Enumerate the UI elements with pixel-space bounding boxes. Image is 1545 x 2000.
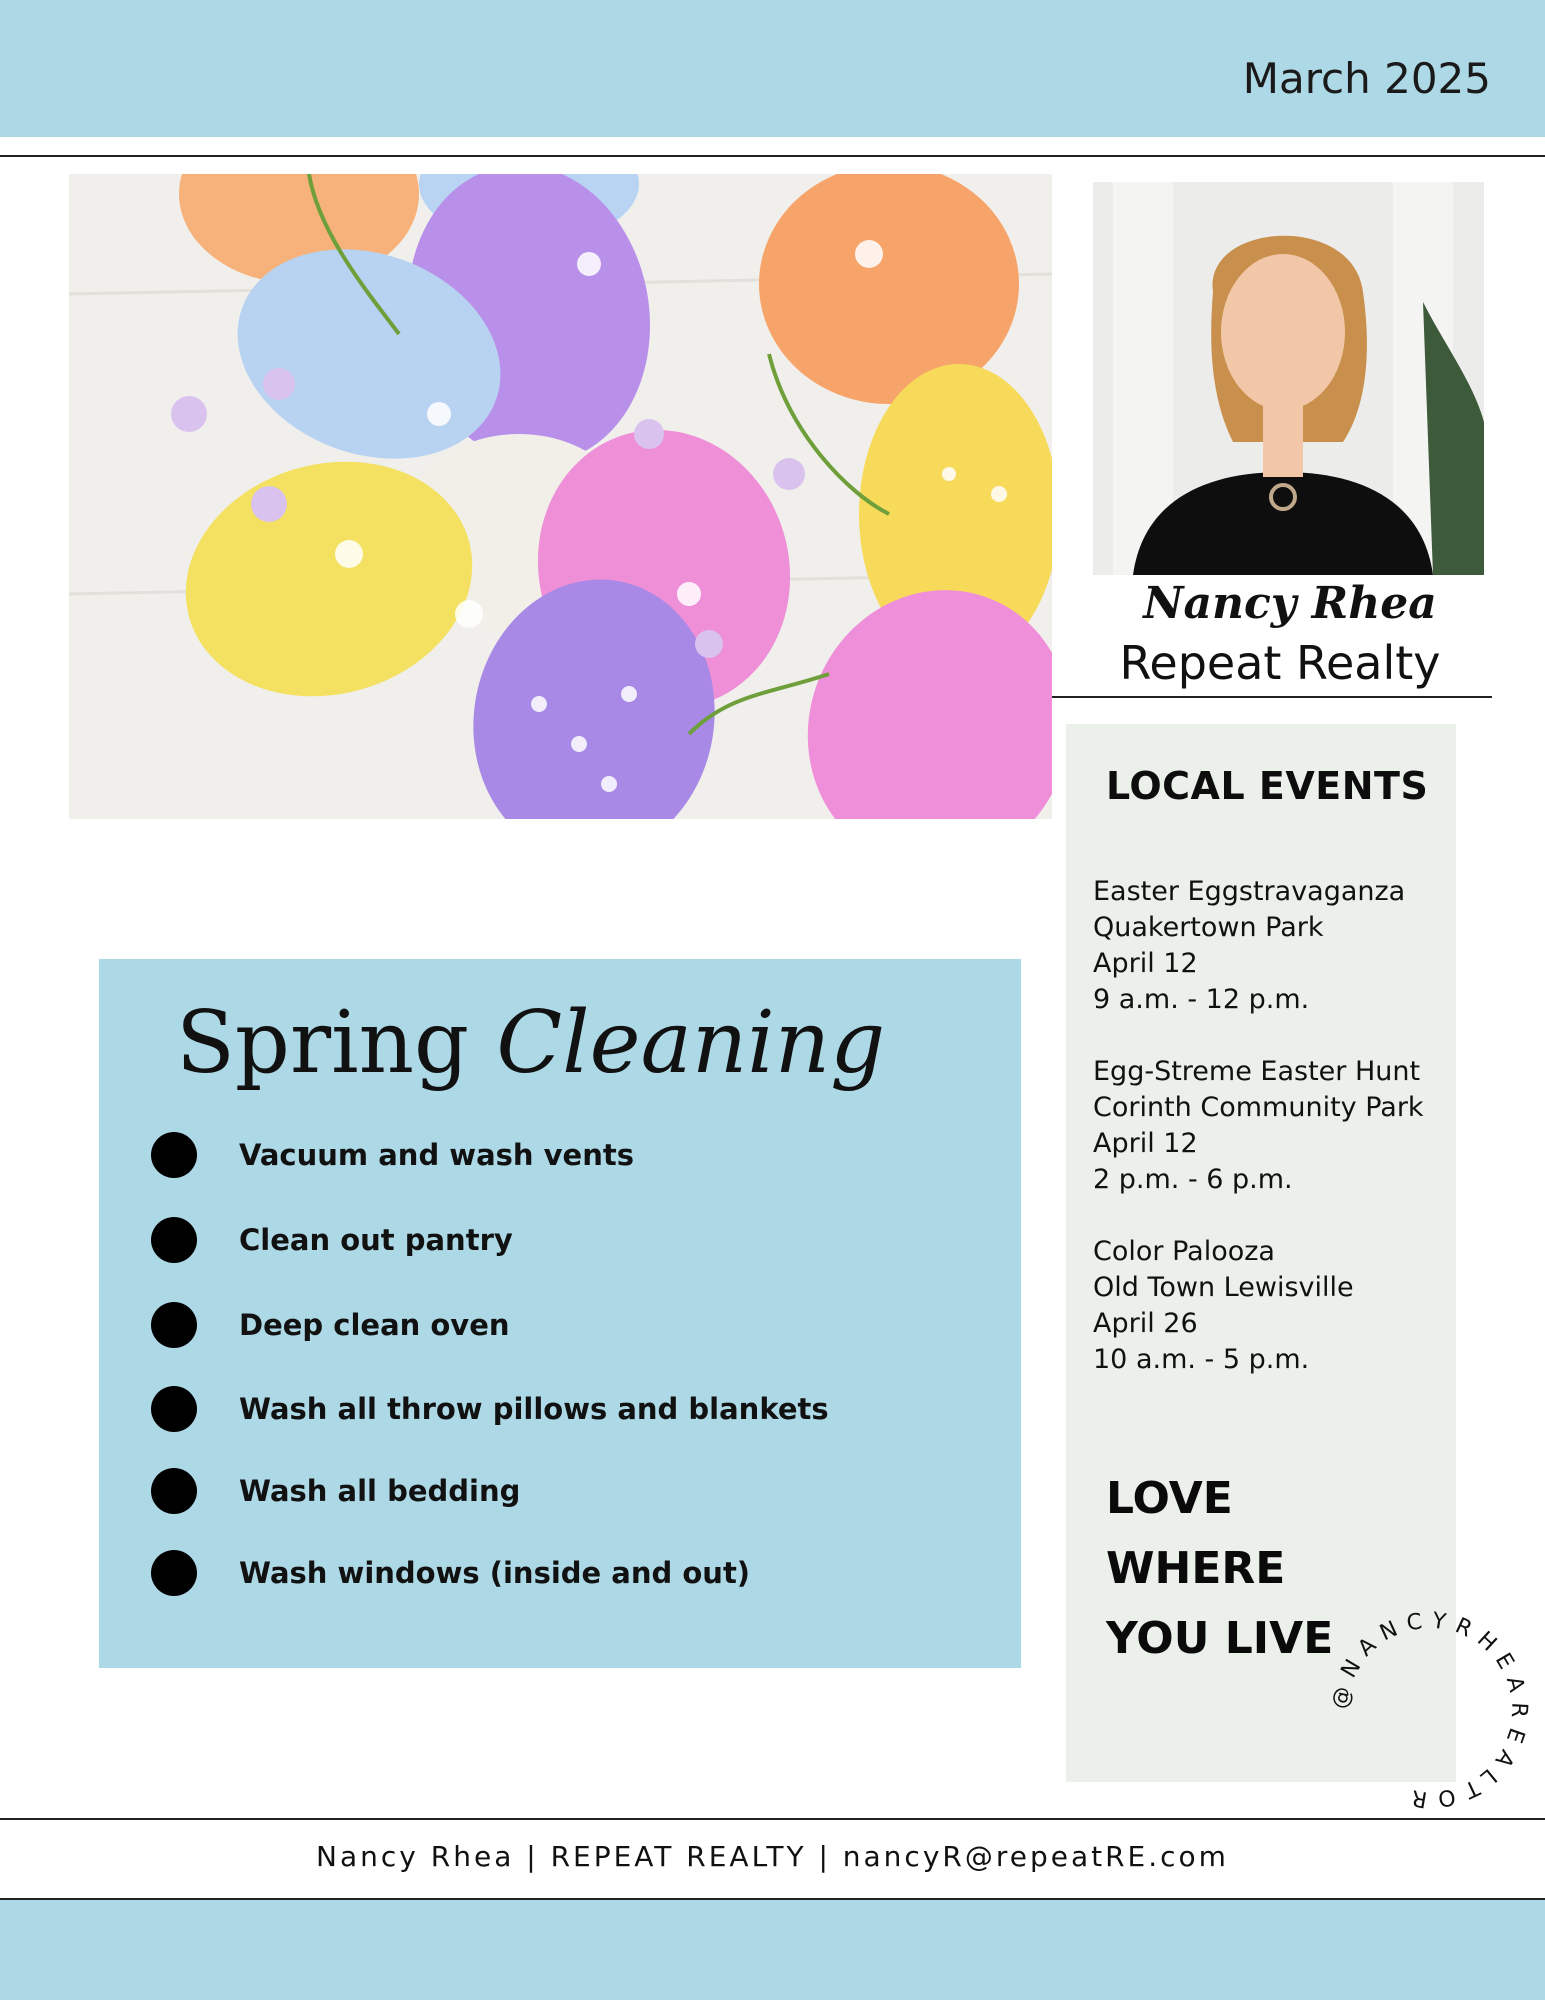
checklist-item xyxy=(151,1549,750,1597)
cleaning-title-word: Cleaning xyxy=(496,993,886,1093)
event-time: 2 p.m. - 6 p.m. xyxy=(1093,1164,1293,1195)
event-name: Easter Eggstravaganza xyxy=(1093,876,1406,907)
agent-portrait xyxy=(1093,182,1484,575)
bullet-icon xyxy=(151,1132,197,1178)
checklist-label: Clean out pantry xyxy=(239,1223,513,1257)
checklist-item xyxy=(151,1131,634,1179)
event-name: Color Palooza xyxy=(1093,1236,1275,1267)
slogan-line: YOU LIVE xyxy=(1106,1613,1334,1664)
event-location: Old Town Lewisville xyxy=(1093,1272,1354,1303)
cleaning-title xyxy=(176,993,885,1093)
checklist-label: Wash all throw pillows and blankets xyxy=(239,1392,829,1426)
event-date: April 12 xyxy=(1093,1128,1198,1159)
slogan-line: LOVE xyxy=(1106,1473,1233,1524)
issue-date: March 2025 xyxy=(1242,54,1491,103)
event-item xyxy=(1093,1054,1424,1198)
event-time: 9 a.m. - 12 p.m. xyxy=(1093,984,1310,1015)
cleaning-title-word: Spring xyxy=(176,993,470,1093)
event-time: 10 a.m. - 5 p.m. xyxy=(1093,1344,1310,1375)
footer-top-rule xyxy=(0,1818,1545,1820)
bullet-icon xyxy=(151,1386,197,1432)
event-location: Corinth Community Park xyxy=(1093,1092,1424,1123)
checklist-label: Deep clean oven xyxy=(239,1308,510,1342)
agent-signature: Nancy Rhea xyxy=(1143,578,1437,629)
bottom-band xyxy=(0,1900,1545,2000)
event-name: Egg-Streme Easter Hunt xyxy=(1093,1056,1421,1087)
event-item xyxy=(1093,1234,1354,1378)
social-handle-circle-logo xyxy=(1320,1600,1540,1820)
events-title: LOCAL EVENTS xyxy=(1106,764,1429,808)
event-location: Quakertown Park xyxy=(1093,912,1324,943)
footer-contact: Nancy Rhea | REPEAT REALTY | nancyR@repeatRE.com xyxy=(316,1840,1229,1873)
checklist-item xyxy=(151,1216,513,1264)
event-date: April 26 xyxy=(1093,1308,1198,1339)
checklist-item xyxy=(151,1301,510,1349)
checklist-item xyxy=(151,1385,829,1433)
circle-logo-text: @NANCYRHEAREALTOR xyxy=(1327,1608,1532,1812)
spring-cleaning-box xyxy=(99,959,1021,1668)
agent-rule xyxy=(1052,696,1492,698)
top-rule xyxy=(0,155,1545,157)
checklist-item xyxy=(151,1467,520,1515)
bullet-icon xyxy=(151,1468,197,1514)
event-date: April 12 xyxy=(1093,948,1198,979)
agent-company: Repeat Realty xyxy=(1119,636,1441,690)
bullet-icon xyxy=(151,1550,197,1596)
svg-text:@NANCYRHEAREALTOR xyxy=(1328,1608,1532,1812)
checklist-label: Wash windows (inside and out) xyxy=(239,1556,751,1590)
bullet-icon xyxy=(151,1302,197,1348)
checklist-label: Vacuum and wash vents xyxy=(239,1138,634,1172)
slogan-line: WHERE xyxy=(1106,1543,1286,1594)
easter-eggs-photo xyxy=(69,174,1052,819)
slogan xyxy=(1106,1464,1333,1674)
bullet-icon xyxy=(151,1217,197,1263)
checklist-label: Wash all bedding xyxy=(239,1474,521,1508)
event-item xyxy=(1093,874,1405,1018)
